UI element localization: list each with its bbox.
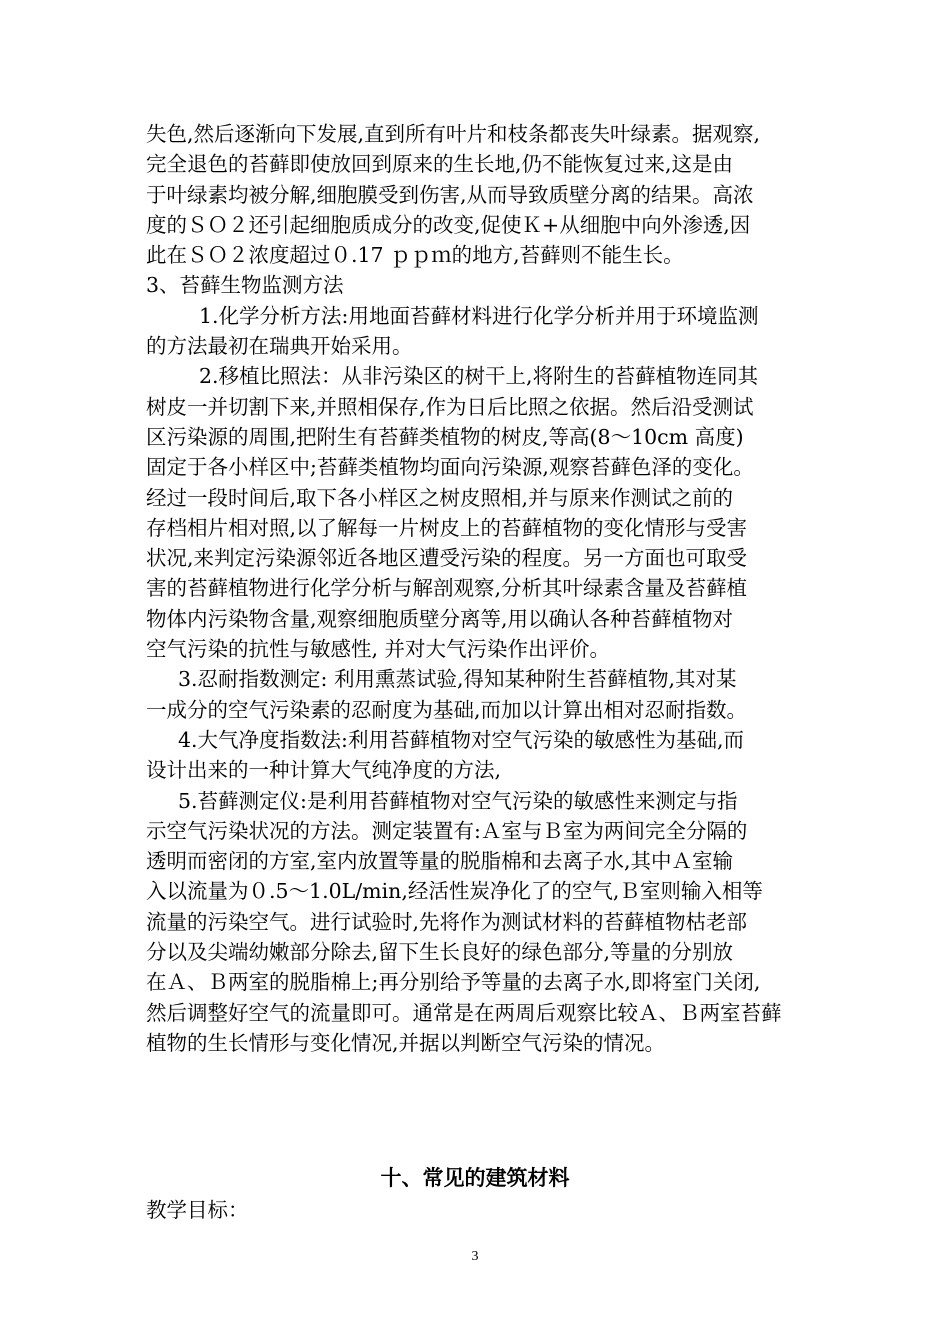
text-line: 3.忍耐指数测定: 利用熏蒸试验,得知某种附生苔藓植物,其对某 [178, 667, 737, 692]
text-line: 完全退色的苔藓即使放回到原来的生长地,仍不能恢复过来,这是由 [146, 152, 734, 177]
text-line: 植物的生长情形与变化情况,并据以判断空气污染的情况。 [146, 1030, 666, 1055]
text-line: 固定于各小样区中;苔藓类植物均面向污染源,观察苔藓色泽的变化。 [146, 455, 754, 480]
section-heading: 3、苔藓生物监测方法 [146, 273, 344, 298]
text-line: 一成分的空气污染素的忍耐度为基础,而加以计算出相对忍耐指数。 [146, 697, 748, 722]
teaching-objective-label: 教学目标： [146, 1198, 249, 1222]
text-line: 分以及尖端幼嫩部分除去,留下生长良好的绿色部分,等量的分别放 [146, 940, 734, 965]
text-line: 示空气污染状况的方法。测定装置有:Ａ室与Ｂ室为两间完全分隔的 [146, 818, 748, 843]
text-line: 树皮一并切割下来,并照相保存,作为日后比照之依据。然后沿受测试 [146, 394, 754, 419]
text-line: 透明而密闭的方室,室内放置等量的脱脂棉和去离子水,其中Ａ室输 [146, 849, 734, 874]
text-line: 物体内污染物含量,观察细胞质壁分离等,用以确认各种苔藓植物对 [146, 606, 734, 631]
text-line: 的方法最初在瑞典开始采用。 [146, 334, 413, 359]
text-line: 4.大气净度指数法:利用苔藓植物对空气污染的敏感性为基础,而 [178, 727, 744, 752]
text-line: 此在ＳＯ２浓度超过０.17 ｐｐｍ的地方,苔藓则不能生长。 [146, 243, 684, 268]
text-line: 于叶绿素均被分解,细胞膜受到伤害,从而导致质壁分离的结果。高浓 [146, 182, 754, 207]
text-line: 5.苔藓测定仪:是利用苔藓植物对空气污染的敏感性来测定与指 [178, 788, 738, 813]
text-line: 在Ａ、Ｂ两室的脱脂棉上;再分别给予等量的去离子水,即将室门关闭, [146, 970, 761, 995]
text-line: 流量的污染空气。进行试验时,先将作为测试材料的苔藓植物枯老部 [146, 909, 748, 934]
body-text [146, 119, 810, 1058]
text-line: 经过一段时间后,取下各小样区之树皮照相,并与原来作测试之前的 [146, 485, 734, 510]
page-number: 3 [471, 1249, 479, 1264]
text-line: 1.化学分析方法:用地面苔藓材料进行化学分析并用于环境监测 [199, 303, 759, 328]
text-line: 区污染源的周围,把附生有苔藓类植物的树皮,等高(8～10cm 高度) [146, 424, 744, 449]
text-line: 度的ＳＯ２还引起细胞质成分的改变,促使Ｋ+从细胞中向外渗透,因 [146, 212, 751, 237]
text-line: 失色,然后逐渐向下发展,直到所有叶片和枝条都丧失叶绿素。据观察, [146, 122, 761, 146]
text-line: 存档相片相对照,以了解每一片树皮上的苔藓植物的变化情形与受害 [146, 515, 748, 540]
text-line: 2.移植比照法：从非污染区的树干上,将附生的苔藓植物连同其 [199, 364, 759, 389]
chapter-title: 十、常见的建筑材料 [380, 1165, 570, 1190]
text-line: 然后调整好空气的流量即可。通常是在两周后观察比较Ａ、Ｂ两室苔藓 [146, 1000, 782, 1025]
text-line: 设计出来的一种计算大气纯净度的方法, [146, 758, 502, 783]
text-line: 害的苔藓植物进行化学分析与解剖观察,分析其叶绿素含量及苔藓植 [146, 576, 748, 601]
text-line: 入以流量为０.5～1.0L/min,经活性炭净化了的空气,Ｂ室则输入相等 [146, 879, 763, 904]
text-line: 状况,来判定污染源邻近各地区遭受污染的程度。另一方面也可取受 [146, 546, 748, 571]
text-line: 空气污染的抗性与敏感性, 并对大气污染作出评价。 [146, 637, 611, 662]
